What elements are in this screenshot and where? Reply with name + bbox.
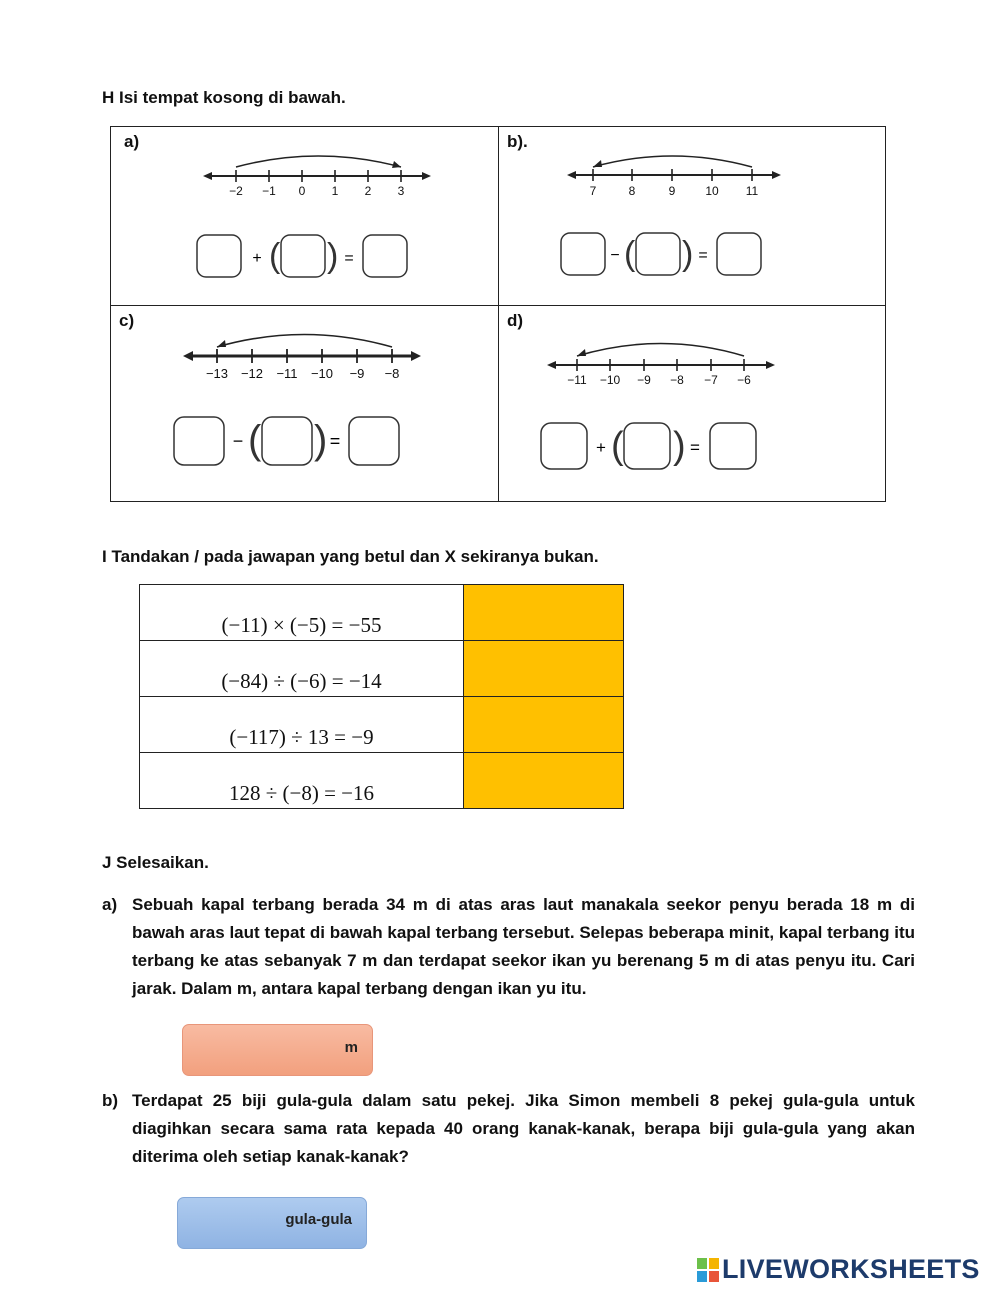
- cell-b: [498, 126, 886, 306]
- tick-label: −11: [567, 373, 587, 387]
- tick-label: −1: [262, 184, 276, 198]
- tick-label: −8: [670, 373, 684, 387]
- svg-text:): ): [314, 418, 328, 462]
- check-table: [139, 584, 624, 809]
- tick-label: 9: [668, 184, 676, 198]
- operator: =: [344, 250, 354, 267]
- svg-text:): ): [327, 237, 339, 275]
- blank-box: [636, 233, 680, 275]
- number-line-b: [499, 127, 885, 305]
- section-j-title: J Selesaikan.: [102, 853, 209, 872]
- blank-box: [717, 233, 761, 275]
- tick-label: 0: [298, 184, 306, 198]
- operator: −: [232, 431, 244, 451]
- blank-box: [262, 417, 312, 465]
- unit-label: gula-gula: [285, 1211, 352, 1228]
- equation: (−84) ÷ (−6) = −14: [140, 641, 464, 696]
- answer-cell[interactable]: [464, 585, 623, 640]
- tick-label: −12: [240, 366, 264, 381]
- svg-text:(: (: [269, 237, 281, 275]
- cell-label: c): [119, 311, 135, 330]
- tick-label: −11: [276, 366, 298, 381]
- tick-label: −10: [310, 366, 334, 381]
- liveworksheets-logo-icon: [697, 1258, 719, 1282]
- blank-box: [561, 233, 605, 275]
- answer-cell[interactable]: [464, 753, 623, 808]
- number-line-d: [499, 306, 885, 501]
- svg-text:(: (: [248, 418, 262, 462]
- svg-text:(: (: [624, 235, 636, 273]
- question-text: Sebuah kapal terbang berada 34 m di atas aras laut manakala seekor penyu berada 18 m di bawah aras laut tepat di bawah kapal terbang tersebut. Selepas beberapa minit, kapal terbang itu terbang ke atas sebanyak 7 m dan terdapat seekor ikan yu berenang 5 m di atas penyu itu. Cari jarak. Dalam m, antara kapal terbang dengan ikan yu itu.: [132, 895, 915, 998]
- liveworksheets-logo: LIVEWORKSHEETS: [722, 1254, 980, 1284]
- operator: +: [596, 438, 606, 457]
- table-row: [139, 641, 624, 697]
- cell-label: b).: [507, 132, 528, 151]
- question-text: Terdapat 25 biji gula-gula dalam satu pekej. Jika Simon membeli 8 pekej gula-gula untuk diagihkan secara sama rata kepada 40 orang kanak-kanak, berapa biji gula-gula yang akan diterima oleh setiap kanak-kanak?: [132, 1091, 915, 1166]
- operator: =: [690, 438, 700, 457]
- equation: (−11) × (−5) = −55: [140, 585, 464, 640]
- section-i-title: I Tandakan / pada jawapan yang betul dan X sekiranya bukan.: [102, 547, 599, 566]
- blank-box: [710, 423, 756, 469]
- tick-label: −10: [599, 373, 621, 387]
- answer-input-a[interactable]: [182, 1024, 373, 1076]
- tick-label: −8: [384, 366, 400, 381]
- svg-text:): ): [682, 235, 694, 273]
- tick-label: 10: [705, 184, 719, 198]
- blank-box: [363, 235, 407, 277]
- tick-label: −2: [229, 184, 243, 198]
- number-line-a: [111, 127, 498, 305]
- tick-label: 1: [331, 184, 339, 198]
- number-line-c: [111, 306, 498, 501]
- operator: =: [329, 431, 341, 451]
- tick-label: 8: [628, 184, 636, 198]
- answer-cell[interactable]: [464, 641, 623, 696]
- tick-label: 11: [745, 184, 759, 198]
- blank-box: [624, 423, 670, 469]
- answer-cell[interactable]: [464, 697, 623, 752]
- question-label: b): [102, 1091, 119, 1110]
- unit-label: m: [344, 1039, 358, 1056]
- table-row: [139, 697, 624, 753]
- table-row: [139, 753, 624, 809]
- tick-label: −7: [704, 373, 718, 387]
- answer-input-b[interactable]: [177, 1197, 367, 1249]
- table-row: [139, 584, 624, 641]
- tick-label: 7: [589, 184, 597, 198]
- cell-d: [498, 305, 886, 502]
- blank-box: [197, 235, 241, 277]
- tick-label: −13: [205, 366, 229, 381]
- blank-box: [281, 235, 325, 277]
- cell-c: [110, 305, 499, 502]
- section-h-title: H Isi tempat kosong di bawah.: [102, 88, 346, 107]
- cell-label: d): [507, 311, 524, 330]
- cell-a: [110, 126, 499, 306]
- tick-label: −6: [737, 373, 751, 387]
- tick-label: 2: [364, 184, 372, 198]
- operator: +: [252, 250, 262, 267]
- equation: (−117) ÷ 13 = −9: [140, 697, 464, 752]
- tick-label: 3: [397, 184, 405, 198]
- svg-text:(: (: [611, 425, 624, 467]
- operator: −: [610, 247, 620, 264]
- tick-label: −9: [637, 373, 651, 387]
- equation: 128 ÷ (−8) = −16: [140, 753, 464, 808]
- operator: =: [698, 247, 708, 264]
- cell-label: a): [124, 132, 140, 151]
- svg-text:): ): [673, 425, 686, 467]
- blank-box: [174, 417, 224, 465]
- blank-box: [541, 423, 587, 469]
- tick-label: −9: [349, 366, 365, 381]
- question-label: a): [102, 895, 118, 914]
- blank-box: [349, 417, 399, 465]
